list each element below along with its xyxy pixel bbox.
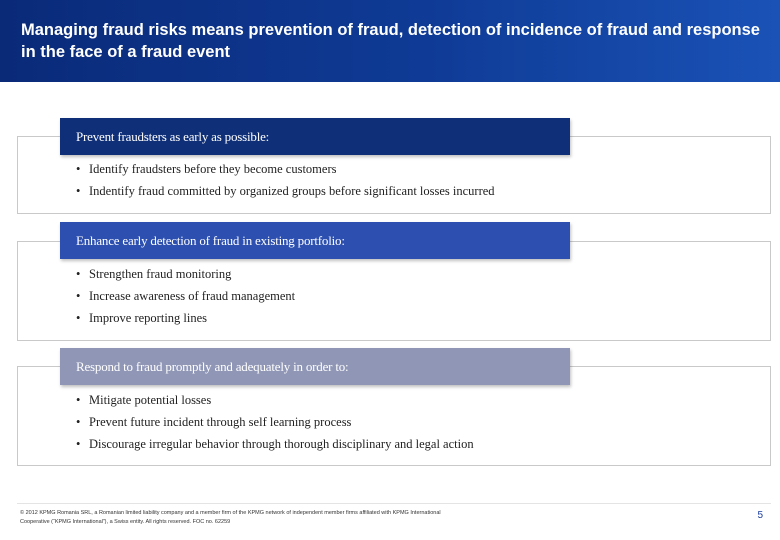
list-item: [76, 180, 495, 202]
bullet-text: Mitigate potential losses: [89, 393, 212, 407]
footer-line-1: © 2012 KPMG Romania SRL, a Romanian limited liability company and a member firm of the KPMG network of independent member firms affiliated with KPMG International: [20, 510, 441, 516]
bullet-text: Identify fraudsters before they become customers: [89, 162, 337, 176]
list-item: [76, 307, 295, 329]
bullet-text: Indentify fraud committed by organized groups before significant losses incurred: [89, 184, 495, 198]
bullet-dot: •: [76, 437, 81, 451]
page-title: Managing fraud risks means prevention of fraud, detection of incidence of fraud and response in the face of a fraud event: [21, 21, 760, 61]
bullet-list-prevent: [76, 158, 495, 202]
bullet-text: Strengthen fraud monitoring: [89, 267, 232, 281]
section-header-prevent: Prevent fraudsters as early as possible:: [60, 118, 570, 155]
list-item: [76, 285, 295, 307]
title-bar: [0, 0, 780, 82]
list-item: [76, 411, 474, 433]
list-item: [76, 389, 474, 411]
section-header-detect: Enhance early detection of fraud in existing portfolio:: [60, 222, 570, 259]
bullet-dot: •: [76, 289, 81, 303]
bullet-text: Increase awareness of fraud management: [89, 289, 296, 303]
bullet-dot: •: [76, 415, 81, 429]
page-number: 5: [757, 510, 763, 521]
bullet-dot: •: [76, 184, 81, 198]
list-item: [76, 158, 495, 180]
bullet-dot: •: [76, 311, 81, 325]
bullet-list-detect: [76, 263, 295, 329]
bullet-dot: •: [76, 162, 81, 176]
footer-divider: [17, 503, 771, 504]
bullet-text: Improve reporting lines: [89, 311, 208, 325]
section-header-respond: Respond to fraud promptly and adequately in order to:: [60, 348, 570, 385]
bullet-dot: •: [76, 267, 81, 281]
list-item: [76, 263, 295, 285]
bullet-list-respond: [76, 389, 474, 455]
footer-copyright: [20, 509, 540, 527]
bullet-text: Discourage irregular behavior through thorough disciplinary and legal action: [89, 437, 474, 451]
footer-line-2: Cooperative (“KPMG International”), a Swiss entity. All rights reserved. FOC no. 62259: [20, 519, 231, 525]
list-item: [76, 433, 474, 455]
bullet-dot: •: [76, 393, 81, 407]
bullet-text: Prevent future incident through self learning process: [89, 415, 352, 429]
